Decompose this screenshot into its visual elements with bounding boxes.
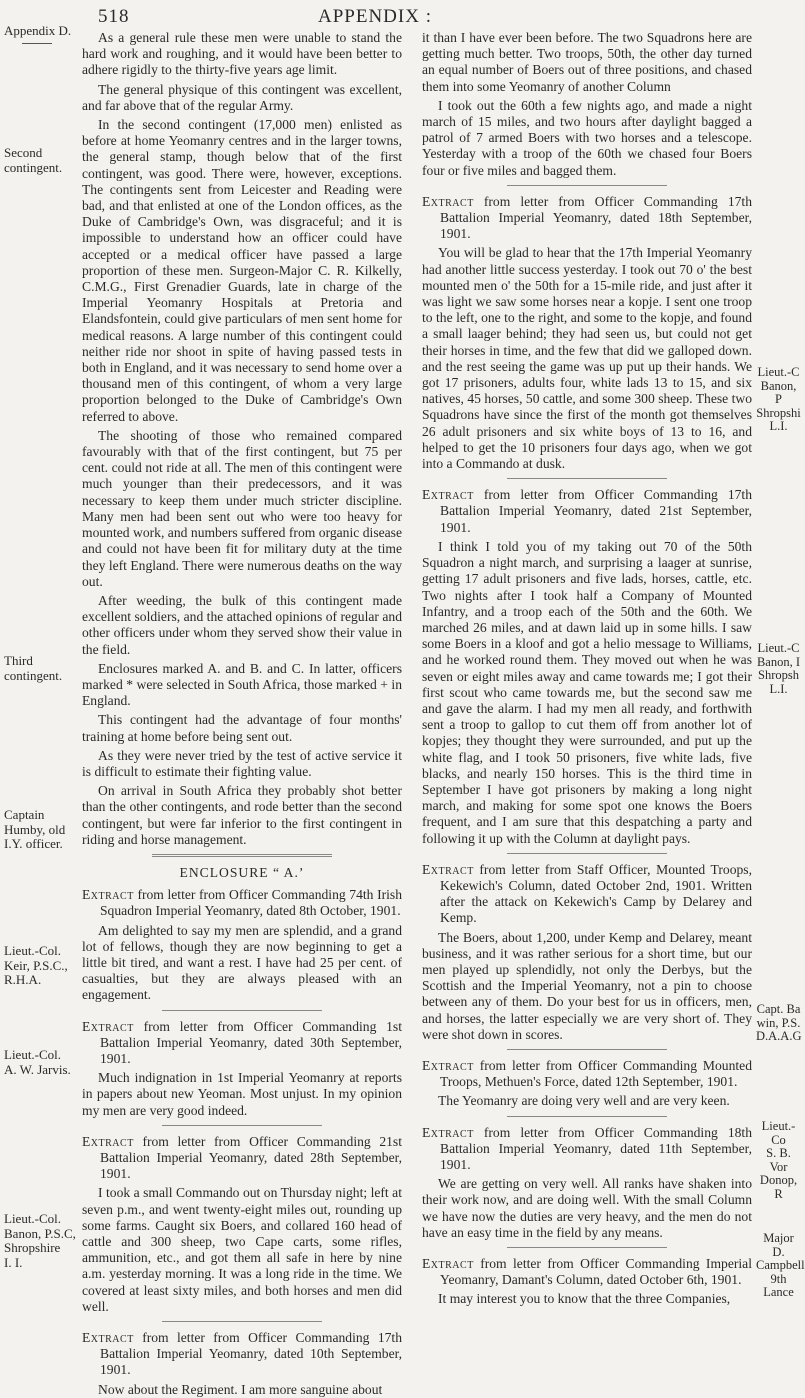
divider (507, 1049, 667, 1050)
extract-title: Extract from letter from Officer Commanding 74th Irish Squadron Imperial Yeomanry, dated 8th October, 1901. (82, 887, 402, 919)
extract-body: We are getting on very well. All ranks have shaken into their work now, and are doing well. With the small Column we have now the duties are very heavy, and the men do not have an easy time in the field by any means. (422, 1176, 752, 1240)
paragraph: As a general rule these men were unable to stand the hard work and roughing, and it would have been better to adhere rigidly to the thirty-five years age limit. (82, 30, 402, 78)
paragraph: Enclosures marked A. and B. and C. In latter, officers marked * were selected in South Africa, those marked + in England. (82, 660, 402, 709)
extract-title: Extract from letter from Officer Commanding 17th Battalion Imperial Yeomanry, dated 18th September, 1901. (422, 193, 752, 242)
paragraph: On arrival in South Africa they probably shot better than the other contingents, and rode better than the second contingent, but were far inferior to the first contingent in riding and horse management. (82, 783, 402, 847)
margin-note-right-banon-1: Lieut.-C Banon, P Shropshi L.I. (756, 365, 801, 433)
running-title: APPENDIX : (318, 6, 432, 27)
margin-note-right-major: Major D. Campbell 9th Lance (756, 1231, 805, 1299)
enclosure-heading: ENCLOSURE “ A.’ (179, 864, 305, 880)
paragraph: it than I have ever been before. The two Squadrons here are getting much better. Two troops, 50th, the other day turned an equal number of Boers out of three positions, and chased them into some Yeomanry of another Column (422, 30, 752, 94)
extract-body: The Boers, about 1,200, under Kemp and Delarey, meant business, and it was rather serious for a short time, but our men played up splendidly, not only the Derbys, but the Scottish and the Imperial Yeomanry, not a pin to choose between any of them. Do your best for us in officers, men, and horses, the latter especially we are very short of. They were shot down in scores. (422, 929, 752, 1042)
divider (152, 854, 332, 857)
margin-note-right-banon-2: Lieut.-C Banon, I Shropsh L.I. (756, 641, 801, 696)
paragraph: As they were never tried by the test of active service it is difficult to estimate their fighting value. (82, 747, 402, 779)
margin-note-third-contingent: Third contingent. (4, 653, 63, 683)
divider (507, 853, 667, 854)
paragraph: After weeding, the bulk of this contingent made excellent soldiers, and the attached opinions of regular and other officers under whom they served show their value in the field. (82, 592, 402, 657)
margin-note-right-capt: Capt. Ba win, P.S. D.A.A.G (756, 1002, 802, 1043)
paragraph: This contingent had the advantage of four months' training at home before being sent out. (82, 712, 402, 744)
divider (507, 1247, 667, 1248)
margin-note-appendix: Appendix D. (4, 24, 71, 44)
paragraph: The general physique of this contingent was excellent, and far above that of the regular Army. (82, 81, 402, 113)
divider (162, 1010, 322, 1011)
divider (162, 1321, 322, 1322)
divider (507, 1116, 667, 1117)
extract-body: I think I told you of my taking out 70 of the 50th Squadron a night march, and surprising a laager at sunrise, getting 17 adult prisoners and five lads, horses, cattle, etc. Two nights after I took half a Company of Mounted Infantry, and a troop each of the 50th and the 60th. We marched 26 miles, and at dawn laid up in some hills. I saw some Boers in a kloof and got a helio message to Williams, and he worked round them. They moved out when he was seven or eight miles away and came towards me; I got their first scout who came towards me, but the second saw me and gave the alarm. I had my men all ready, and forthwith sent a troop to gallop to cut them off from another lot of kopjes; they thought they were surrounded, and put up the white flag, and I took 50 prisoners, five white lads, five blacks, and nearly 150 horses. This is the third time in September I have got prisoners by making a long night march, and making for some spot one knows the Boers frequent, and I am sure that this despatching a party and following it up with the Column at daylight pays. (422, 538, 752, 846)
extract-title: Extract from letter from Officer Commanding 17th Battalion Imperial Yeomanry, dated 10th September, 1901. (82, 1330, 402, 1378)
extract-body: The Yeomanry are doing very well and are very keen. (438, 1093, 730, 1109)
margin-note-lieut-banon: Lieut.-Col. Banon, P.S.C, Shropshire I. I. (4, 1211, 76, 1270)
extract-title: Extract from letter from Officer Commanding 17th Battalion Imperial Yeomanry, dated 21st September, 1901. (422, 487, 752, 535)
margin-note-captain-humby: Captain Humby, old I.Y. officer. (4, 807, 66, 851)
margin-note-right-lieut-vor: Lieut.-Co S. B. Vor Donop, R (759, 1119, 798, 1201)
extract-body: It may interest you to know that the three Companies, (438, 1291, 731, 1307)
extract-title: Extract from letter from Officer Commanding 18th Battalion Imperial Yeomanry, dated 11th September, 1901. (422, 1124, 752, 1172)
extract-body: Am delighted to say my men are splendid, and a grand lot of fellows, though they are now beginning to get a little bit tired, and want a rest. I have had 25 per cent. of casualties, but they are always pleased with an engagement. (82, 922, 402, 1003)
extract-title: Extract from letter from Staff Officer, Mounted Troops, Kekewich's Column, dated October 2nd, 1901. Written after the attack on Kekewich's Camp by Delarey and Kemp. (422, 861, 752, 926)
extract-body: I took a small Commando out on Thursday night; left at seven p.m., and went twenty-eight miles out, rounding up some farms. Caught six Boers, and collared 160 head of cattle and 300 sheep, two Cape carts, some rifles, ammunition, etc., and got them all safe in here by nine a.m. yesterday morning. It was a long ride in the time. We covered at least sixty miles, and both horses and men did well. (82, 1185, 402, 1314)
divider (162, 1125, 322, 1126)
extract-title: Extract from letter from Officer Commanding 1st Battalion Imperial Yeomanry, dated 30th September, 1901. (82, 1018, 402, 1066)
paragraph: The shooting of those who remained compared favourably with that of the first contingent, but 75 per cent. could not ride at all. The men of this contingent were much younger than their predecessors, and it was necessary to keep them under much stricter discipline. Many men had been sent out who were too heavy for mounted work, and numbers suffered from organic disease and could not have been fit for military duty at the time they left England. There were numerous deaths on the way out. (82, 427, 402, 589)
left-column (82, 30, 402, 1397)
extract-title: Extract from letter from Officer Commanding Imperial Yeomanry, Damant's Column, dated October 6th, 1901. (422, 1256, 752, 1288)
extract-body: Now about the Regiment. I am more sanguine about (98, 1381, 383, 1397)
page-number: 518 (98, 6, 130, 27)
extract-body: Much indignation in 1st Imperial Yeomanry at reports in papers about new Yeoman. Most unjust. In my opinion my men are very good indeed. (82, 1070, 402, 1118)
extract-title: Extract from letter from Officer Commanding 21st Battalion Imperial Yeomanry, dated 28th September, 1901. (82, 1133, 402, 1182)
divider (507, 478, 667, 479)
extract-title: Extract from letter from Officer Commanding Mounted Troops, Methuen's Force, dated 12th September, 1901. (422, 1057, 752, 1090)
extract-body: You will be glad to hear that the 17th Imperial Yeomanry had another little success yesterday. I took out 70 o' the best mounted men o' the 50th for a 15-mile ride, and just after it was light we saw some horses near a kopje. I sent one troop to the left, one to the right, and some to the kopje, and found a small laager behind; they had seen us, but could not get their horses in time, and the few that did we galloped down. and the rest seeing the game was up put up their hands. We got 17 prisoners, adults four, white lads 13 to 15, and six natives, 45 horses, 50 cattle, and some 300 sheep. These two Squadrons have since the first of the month got themselves 26 adult prisoners and six white boys of 13 to 16, and helped to get the 10 prisoners four days ago, when we got into a Commando at dusk. (422, 245, 752, 472)
right-column (422, 30, 752, 1307)
margin-note-lieut-keir: Lieut.-Col. Keir, P.S.C., R.H.A. (4, 943, 68, 987)
paragraph: I took out the 60th a few nights ago, and made a night march of 15 miles, and two hours after daylight bagged a patrol of 7 armed Boers with two horses and a telescope. Yesterday with a troop of the 60th we chased four Boers four or five miles and bagged them. (422, 97, 752, 178)
margin-note-lieut-jarvis: Lieut.-Col. A. W. Jarvis. (4, 1047, 71, 1077)
divider (507, 185, 667, 186)
margin-note-second-contingent: Second contingent. (4, 145, 63, 175)
paragraph: In the second contingent (17,000 men) enlisted as before at home Yeomanry centres and in the larger towns, the general stamp, though below that of the first contingent, was good. There were, however, exceptions. The contingents sent from Leicester and Reading were bad, and that enlisted at one of the London offices, as the Duke of Cambridge's Own, was disgraceful; and it is impossible to understand how an officer could have accepted or a medical officer have passed a large proportion of these men. Surgeon-Major C. R. Kilkelly, C.M.G., First Grenadier Guards, late in charge of the Imperial Yeomanry Hospitals at Pretoria and Elandsfontein, could give particulars of men sent home for medical reasons. A large number of this contingent could neither ride nor shoot in spite of having passed tests in both in England, and it was necessary to send home over a thousand men of this contingent, of whom a very large proportion belonged to the Duke of Cambridge's Own referred to above. (82, 117, 402, 424)
